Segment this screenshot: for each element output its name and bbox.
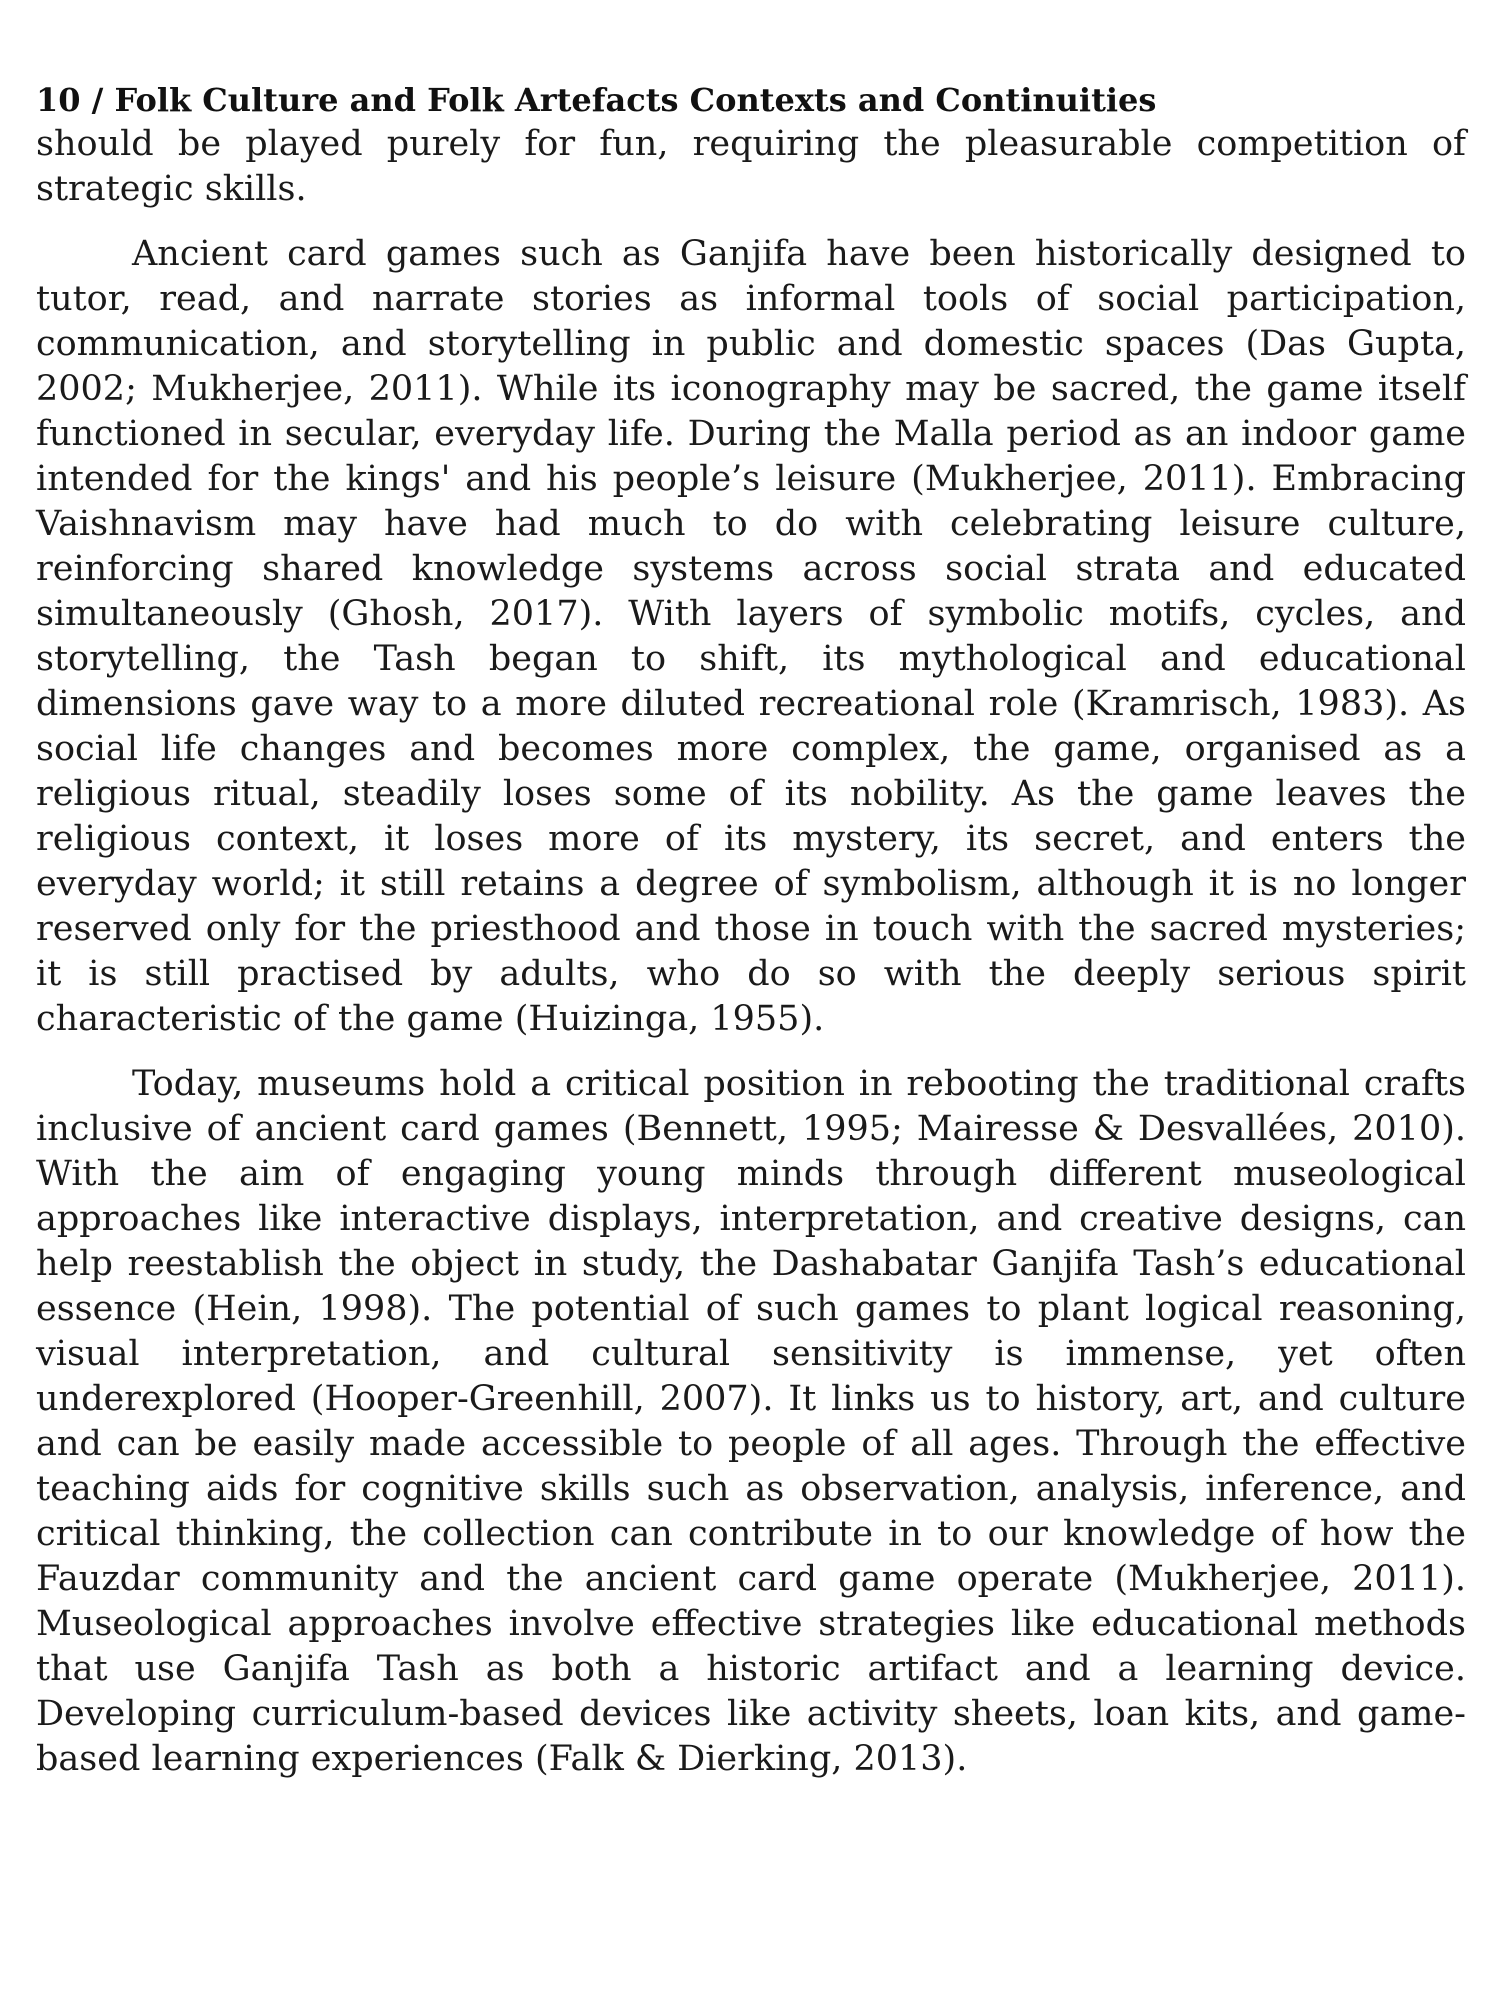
book-page — [36, 80, 1466, 1782]
paragraph-museums: Today, museums hold a critical position in rebooting the traditional crafts inclusive of ancient card games (Bennett, 1995; Mairesse & Desvallées, 2010). With the aim of engaging young minds through different museological approaches like interactive displays, interpretation, and creative designs, can help reestablish the object in study, the Dashabatar Ganjifa Tash’s educational essence (Hein, 1998). The potential of such games to plant logical reasoning, visual interpretation, and cultural sensitivity is immense, yet often underexplored (Hooper-Greenhill, 2007). It links us to history, art, and culture and can be easily made accessible to people of all ages. Through the effective teaching aids for cognitive skills such as observation, analysis, inference, and critical thinking, the collection can contribute in to our knowledge of how the Fauzdar community and the ancient card game operate (Mukherjee, 2011). Museological approaches involve effective strategies like educational methods that use Ganjifa Tash as both a historic artifact and a learning device. Developing curriculum-based devices like activity sheets, loan kits, and game-based learning experiences (Falk & Dierking, 2013). — [36, 1064, 1466, 1779]
running-head: 10 / Folk Culture and Folk Artefacts Contexts and Continuities — [36, 81, 1157, 119]
paragraph-continuation: should be played purely for fun, requiring the pleasurable competition of strategic skills. — [36, 124, 1466, 209]
paragraph-ganjifa-history: Ancient card games such as Ganjifa have been historically designed to tutor, read, and narrate stories as informal tools of social participation, communication, and storytelling in public and domestic spaces (Das Gupta, 2002; Mukherjee, 2011). While its iconography may be sacred, the game itself functioned in secular, everyday life. During the Malla period as an indoor game intended for the kings' and his people’s leisure (Mukherjee, 2011). Embracing Vaishnavism may have had much to do with celebrating leisure culture, reinforcing shared knowledge systems across social strata and educated simultaneously (Ghosh, 2017). With layers of symbolic motifs, cycles, and storytelling, the Tash began to shift, its mythological and educational dimensions gave way to a more diluted recreational role (Kramrisch, 1983). As social life changes and becomes more complex, the game, organised as a religious ritual, steadily loses some of its nobility. As the game leaves the religious context, it loses more of its mystery, its secret, and enters the everyday world; it still retains a degree of symbolism, although it is no longer reserved only for the priesthood and those in touch with the sacred mysteries; it is still practised by adults, who do so with the deeply serious spirit characteristic of the game (Huizinga, 1955). — [36, 234, 1466, 1039]
